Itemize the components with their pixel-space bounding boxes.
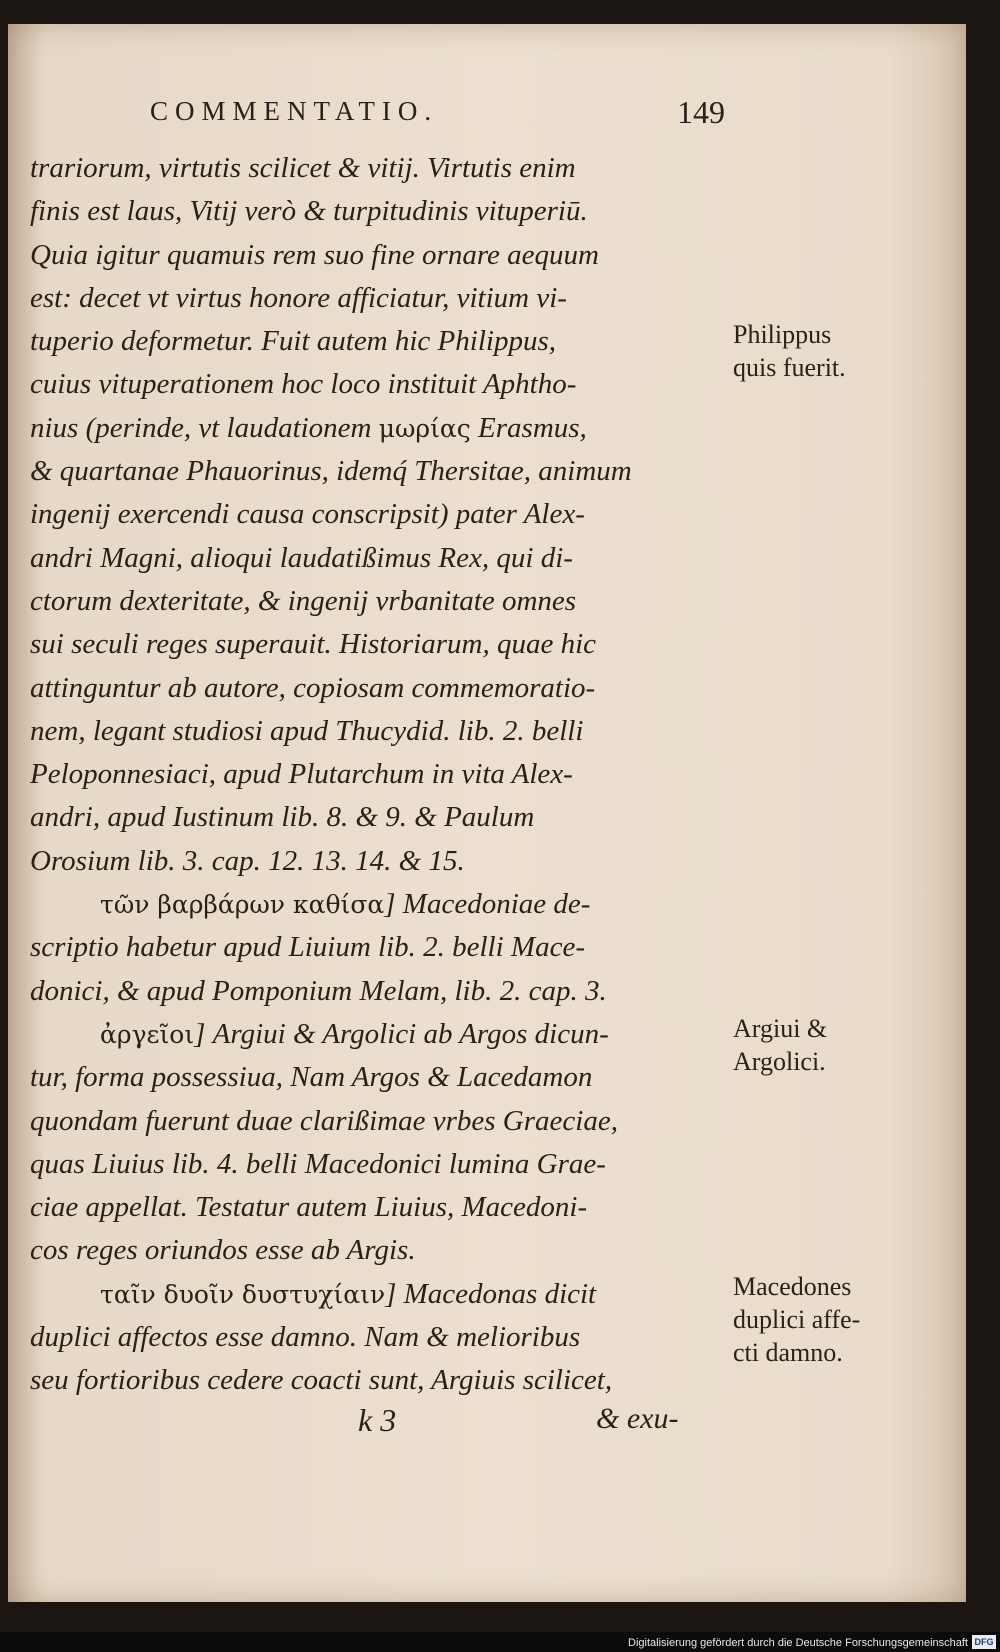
catchword: & exu- bbox=[596, 1402, 679, 1435]
marginal-line: Macedones bbox=[733, 1272, 852, 1301]
text-line: andri Magni, alioqui laudatißimus Rex, qui di- bbox=[30, 541, 573, 574]
dfg-logo-icon: DFG bbox=[972, 1635, 996, 1649]
text-fragment: ] Macedoniae de- bbox=[384, 888, 591, 921]
text-line: trariorum, virtutis scilicet & vitij. Virtutis enim bbox=[30, 152, 576, 184]
text-line: Orosium lib. 3. cap. 12. 13. 14. & 15. bbox=[30, 844, 465, 877]
text-line: finis est laus, Vitij verò & turpitudinis vituperiū. bbox=[30, 195, 588, 228]
text-line: ingenij exercendi causa conscripsit) pater Alex- bbox=[30, 498, 585, 531]
marginal-note-philippus bbox=[733, 318, 898, 384]
text-line: seu fortioribus cedere coacti sunt, Argiuis scilicet, bbox=[30, 1364, 613, 1397]
running-head: COMMENTATIO. bbox=[150, 96, 439, 126]
text-line: tuperio deformetur. Fuit autem hic Philippus, bbox=[30, 325, 556, 358]
text-line: cos reges oriundos esse ab Argis. bbox=[30, 1234, 416, 1267]
text-line: ctorum dexteritate, & ingenij vrbanitate omnes bbox=[30, 584, 577, 617]
lemma-line bbox=[30, 883, 725, 926]
text-fragment: nius (perinde, vt laudationem bbox=[30, 411, 379, 444]
text-line: Quia igitur quamuis rem suo fine ornare aequum bbox=[30, 238, 599, 271]
greek-term: μωρίας bbox=[378, 413, 471, 443]
page-number: 149 bbox=[677, 94, 725, 130]
text-line: quas Liuius lib. 4. belli Macedonici lumina Grae- bbox=[30, 1147, 606, 1180]
page-header bbox=[150, 96, 725, 136]
lemma-line bbox=[30, 1273, 725, 1316]
text-line: scriptio habetur apud Liuium lib. 2. belli Mace- bbox=[30, 931, 585, 964]
text-line: & quartanae Phauorinus, idemq́ Thersitae, animum bbox=[30, 455, 632, 488]
funding-credit: Digitalisierung gefördert durch die Deutsche Forschungsgemeinschaft bbox=[628, 1637, 968, 1649]
text-line: attinguntur ab autore, copiosam commemoratio- bbox=[30, 671, 596, 704]
text-fragment: Erasmus, bbox=[470, 411, 587, 444]
credit-bar bbox=[0, 1632, 1000, 1652]
marginal-line: quis fuerit. bbox=[733, 353, 846, 382]
text-line: Peloponnesiaci, apud Plutarchum in vita Alex- bbox=[30, 758, 573, 791]
marginal-line: Argolici. bbox=[733, 1047, 826, 1076]
text-line: andri, apud Iustinum lib. 8. & 9. & Paulum bbox=[30, 801, 535, 834]
signature-mark: k 3 bbox=[358, 1402, 397, 1438]
lemma-line bbox=[30, 1013, 725, 1056]
greek-lemma: τῶν βαρβάρων καθίσα bbox=[100, 890, 385, 920]
marginal-line: Philippus bbox=[733, 320, 832, 349]
text-line: est: decet vt virtus honore afficiatur, vitium vi- bbox=[30, 281, 567, 314]
greek-lemma: ἀργεῖοι bbox=[100, 1019, 195, 1049]
text-line: nem, legant studiosi apud Thucydid. lib. 2. belli bbox=[30, 714, 584, 747]
text-line: duplici affectos esse damno. Nam & melioribus bbox=[30, 1321, 581, 1354]
text-line: quondam fuerunt duae clarißimae vrbes Graeciae, bbox=[30, 1104, 618, 1137]
text-line: sui seculi reges superauit. Historiarum, quae hic bbox=[30, 628, 596, 661]
main-text-block bbox=[30, 147, 725, 1403]
text-fragment: ] Macedonas dicit bbox=[385, 1277, 597, 1310]
text-line bbox=[30, 407, 725, 450]
marginal-note-argiui bbox=[733, 1012, 898, 1078]
text-line: cuius vituperationem hoc loco instituit Aphtho- bbox=[30, 368, 577, 401]
text-line: tur, forma possessiua, Nam Argos & Lacedamon bbox=[30, 1061, 593, 1094]
text-fragment: ] Argiui & Argolici ab Argos dicun- bbox=[194, 1017, 609, 1050]
marginal-line: Argiui & bbox=[733, 1014, 828, 1043]
marginal-line: duplici affe- bbox=[733, 1305, 861, 1334]
greek-lemma: ταῖν δυοῖν δυστυχίαιν bbox=[100, 1279, 386, 1309]
text-line: donici, & apud Pomponium Melam, lib. 2. cap. 3. bbox=[30, 974, 607, 1007]
text-line: ciae appellat. Testatur autem Liuius, Macedoni- bbox=[30, 1191, 588, 1224]
marginal-line: cti damno. bbox=[733, 1338, 843, 1367]
marginal-note-macedones bbox=[733, 1270, 898, 1369]
